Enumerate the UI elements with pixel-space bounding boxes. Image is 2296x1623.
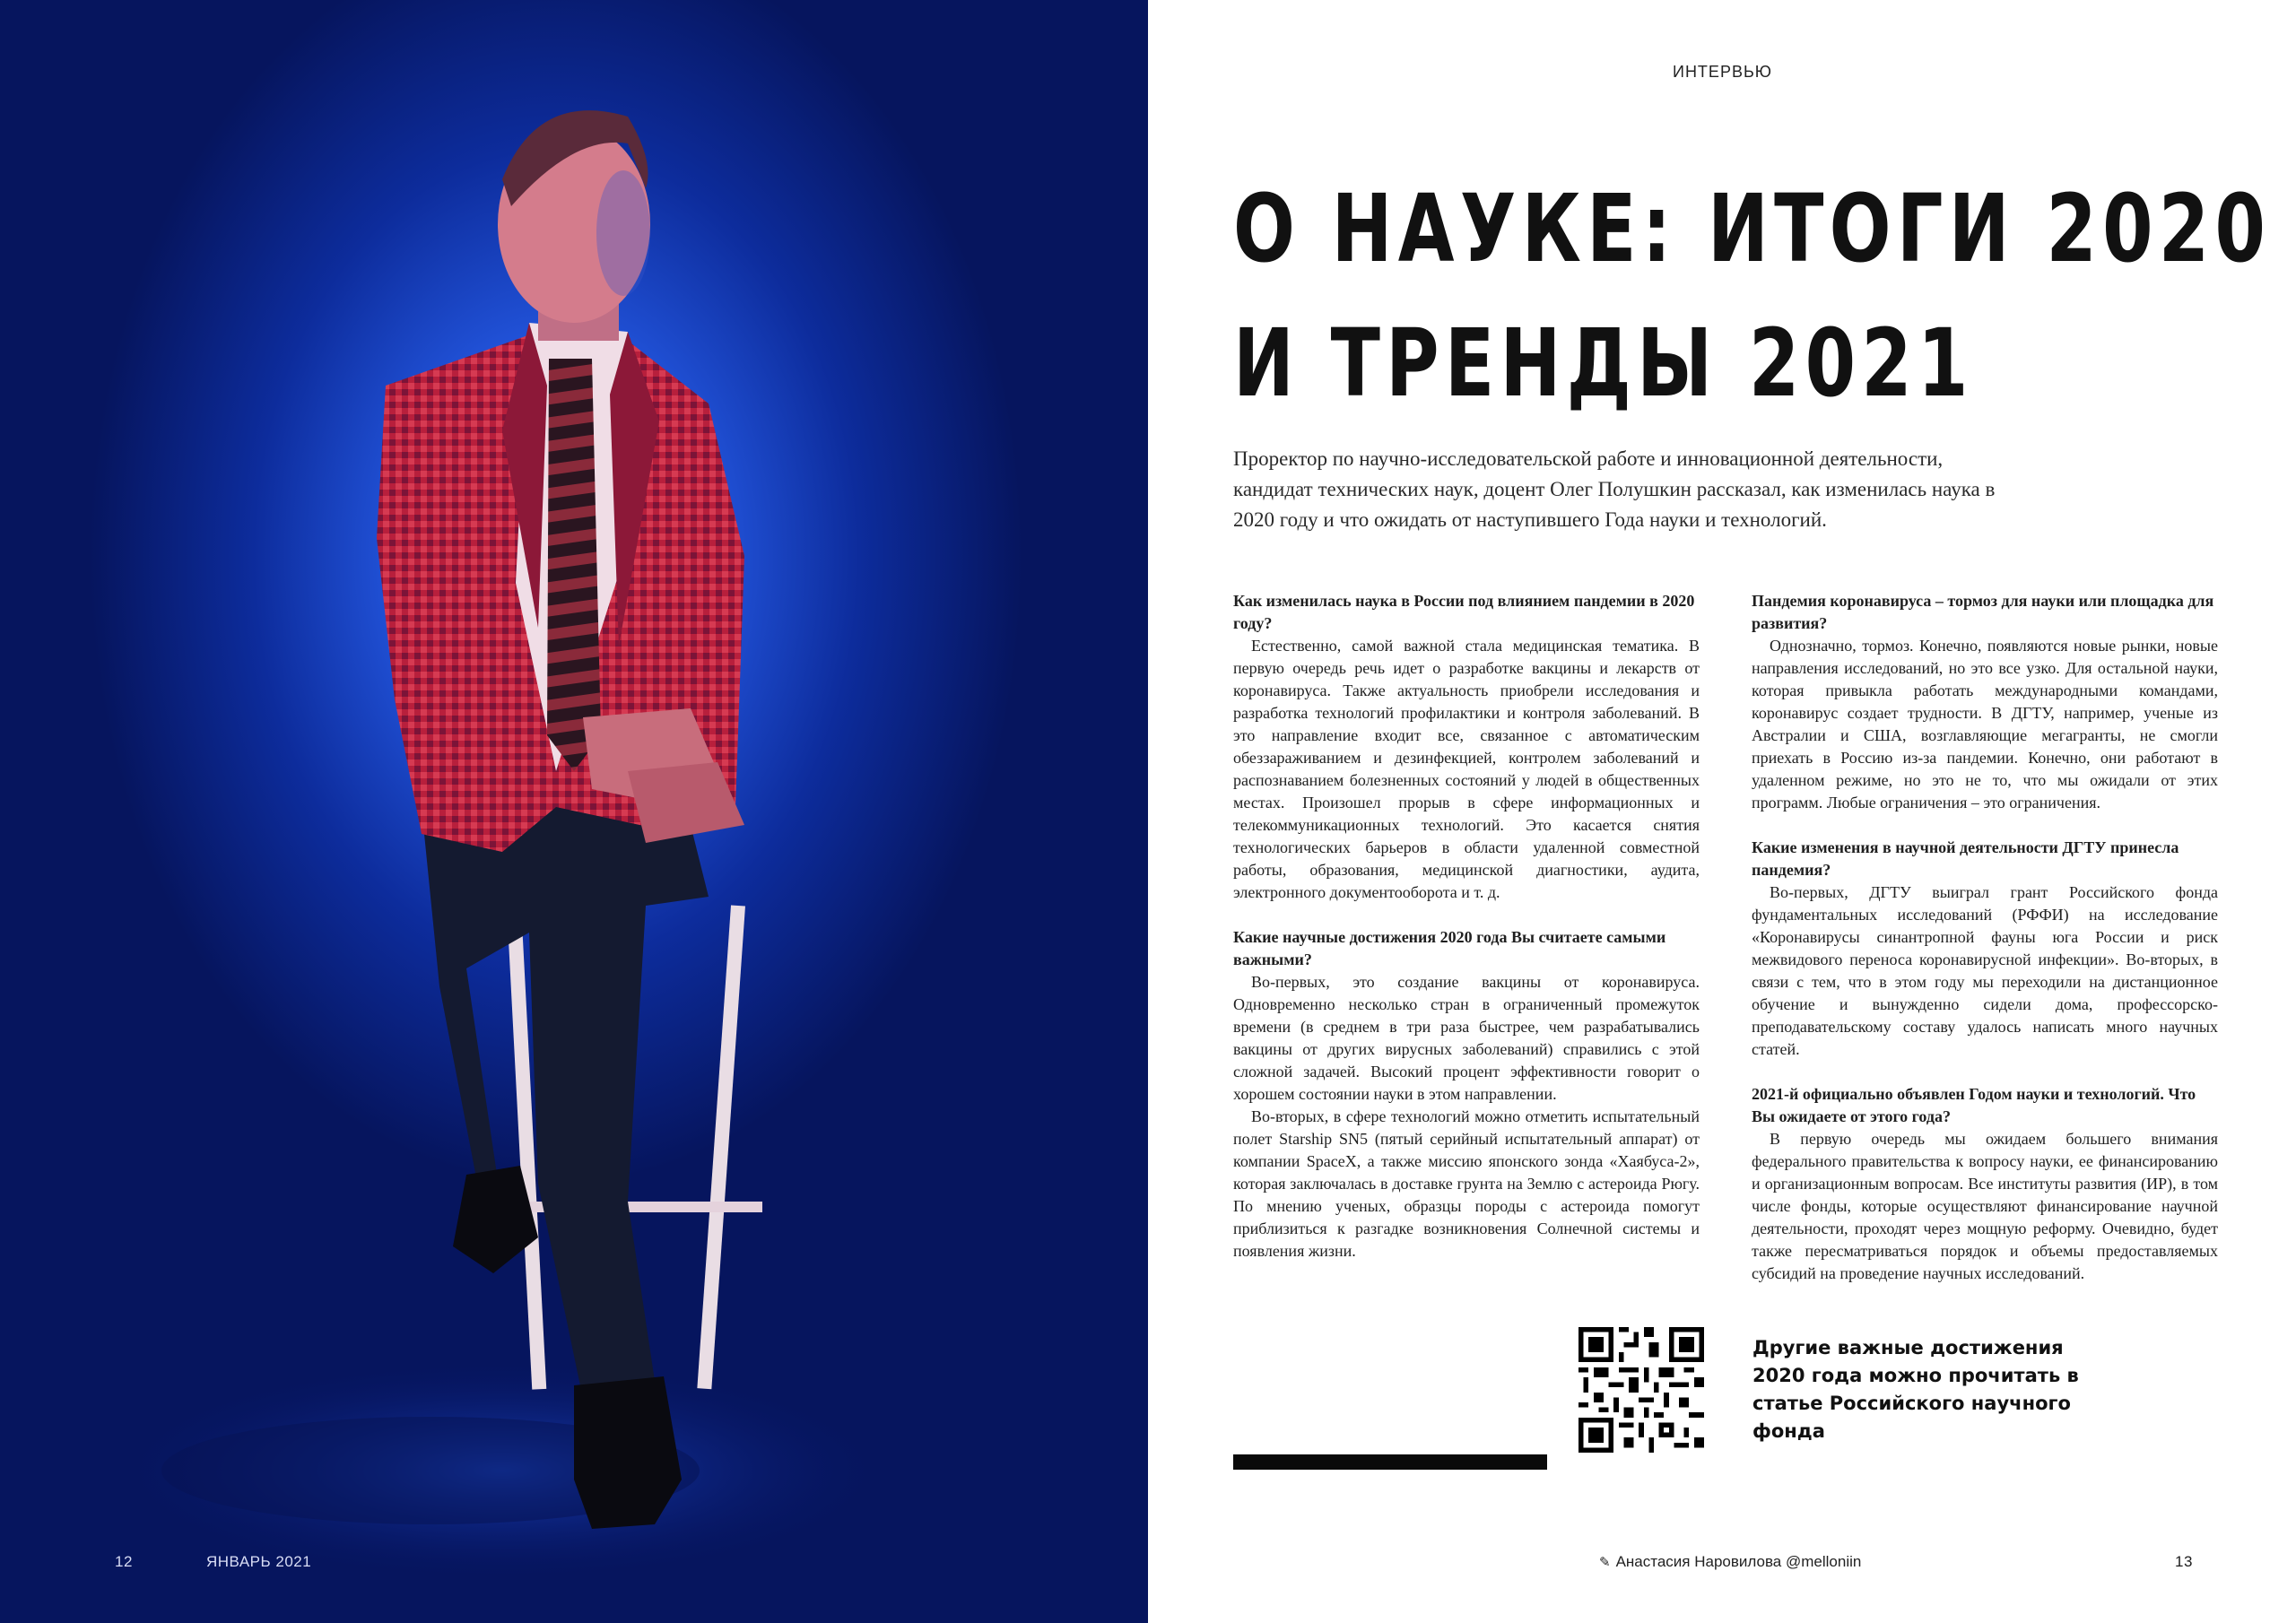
lead-paragraph: Проректор по научно-исследовательской работе и инновационной деятельности, кандидат технических наук, доцент Олег Полушкин рассказал, как изменилась наука в 2020 году и что ожидать от наступившего Года науки и технологий.	[1233, 447, 1996, 531]
qr-code[interactable]	[1578, 1327, 1704, 1453]
page-number-right: 13	[2175, 1553, 2193, 1570]
question: Какие научные достижения 2020 года Вы считаете самыми важными?	[1233, 928, 1666, 968]
promo-text: Другие важные достижения 2020 года можно прочитать в статье Российского научного фонда	[1752, 1337, 2079, 1442]
article-column-left	[1233, 590, 1700, 1285]
answer: В первую очередь мы ожидаем большего внимания федерального правительства к вопросу науки, ее финансированию и организационным вопросам. Все институты развития (ИР), в том числе фонды, которые осуществляют финансирование научной деятельности, проходят через мощную реформу. Очевидно, будет также пересматриваться порядок и объемы предоставляемых субсидий на проведение научных исследований.	[1752, 1130, 2218, 1282]
author-credit	[1599, 1553, 1861, 1571]
question: 2021-й официально объявлен Годом науки и технологий. Что Вы ожидаете от этого года?	[1752, 1085, 2196, 1125]
headline	[1233, 161, 2272, 430]
answer: Во-вторых, в сфере технологий можно отметить испытательный полет Starship SN5 (пятый серийный испытательный аппарат) от компании SpaceX, а также миссию японского зонда «Хаябуса-2», которая заключалась в доставке грунта на Землю с астероида Рюгу. По мнению ученых, образцы породы с астероида помогут приблизиться к разгадке возникновения Солнечной системы и появления жизни.	[1233, 1107, 1700, 1260]
question: Какие изменения в научной деятельности ДГТУ принесла пандемия?	[1752, 838, 2179, 879]
answer: Естественно, самой важной стала медицинская тематика. В первую очередь речь идет о разработке вакцины и лекарств от коронавируса. Также актуальность приобрели исследования и разработка технологий профилактики и контроля заболеваний. В это направление входит все, связанное с автоматическим обеззараживанием и дезинфекцией, контролем заболеваний и распознаванием болезненных состояний у людей в общественных местах. Произошел прорыв в сфере информационных и телекоммуникационных технологий. Это касается снятия технологических барьеров в области удаленной совместной работы, образования, медицинской диагностики, аудита, электронного документооборота и т. д.	[1233, 637, 1700, 901]
qa-block	[1233, 590, 1700, 904]
answer: Во-первых, ДГТУ выиграл грант Российского фонда фундаментальных исследований (РФФИ) на исследование «Коронавирусы синантропной фауны юга России и риск межвидового переноса коронавирусной инфекции». Во-вторых, в связи с тем, что в этом году мы переходили на дистанционное обучение и вынужденно сидели дома, профессорско-преподавательскому составу удалось написать много научных статей.	[1752, 883, 2218, 1058]
page-number-left: 12	[115, 1553, 133, 1570]
headline-line-2: И ТРЕНДЫ 2021	[1233, 308, 1974, 418]
qa-block	[1752, 1083, 2218, 1285]
qa-block	[1752, 837, 2218, 1061]
question: Как изменилась наука в России под влиянием пандемии в 2020 году?	[1233, 592, 1695, 632]
qa-block	[1752, 590, 2218, 814]
pen-icon: ✎	[1599, 1555, 1611, 1570]
issue-date: ЯНВАРЬ 2021	[206, 1553, 312, 1570]
answer: Однозначно, тормоз. Конечно, появляются новые рынки, новые направления исследований, но это все узко. Для остальной науки, которая привыкла работать международными командами, коронавирус создает трудности. В ДГТУ, например, ученые из Австралии и США, возглавляющие мегагранты, не смогли приехать в Россию из-за пандемии. Конечно, они работают в удаленном режиме, но это не то, что мы ожидали от этих программ. Любые ограничения – это ограничения.	[1752, 637, 2218, 812]
author-credit-text: Анастасия Наровилова @melloniin	[1615, 1553, 1862, 1570]
qa-block	[1233, 926, 1700, 1263]
headline-line-1: О НАУКЕ: ИТОГИ 2020	[1233, 174, 2272, 283]
article-column-right	[1752, 590, 2218, 1307]
section-label: ИНТЕРВЬЮ	[1673, 63, 1772, 81]
decorative-bar	[1233, 1454, 1547, 1470]
right-page	[1148, 0, 2296, 1623]
answer: Во-первых, это создание вакцины от коронавируса. Одновременно несколько стран в ограниченный промежуток времени (в среднем в три раза быстрее, чем разрабатывались вакцины от других вирусных заболеваний) справились с этой сложной задачей. Высокий процент эффективности говорит о хорошем состоянии науки в этом направлении.	[1233, 973, 1700, 1103]
question: Пандемия коронавируса – тормоз для науки или площадка для развития?	[1752, 592, 2214, 632]
